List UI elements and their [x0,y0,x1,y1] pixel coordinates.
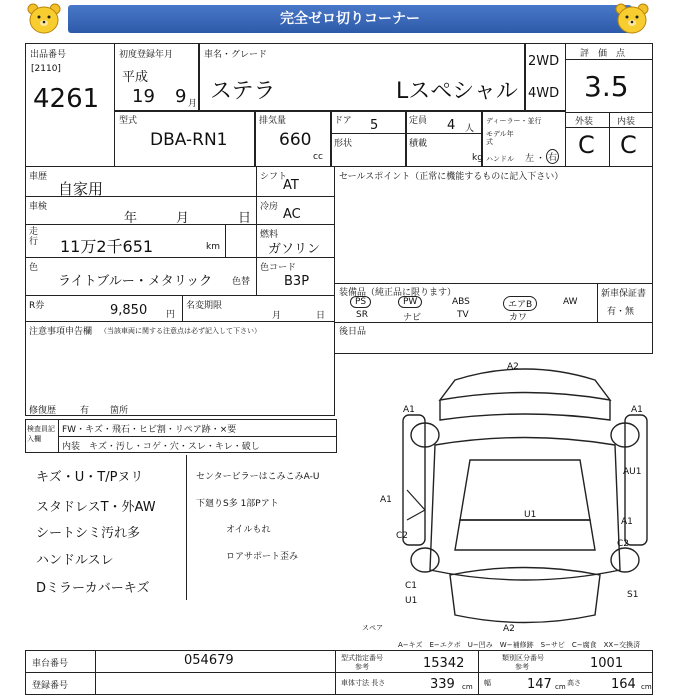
mileage-label: 走行 [29,227,39,247]
equipment-label: 装備品（純正品に限ります） [339,288,457,298]
handle-left: 左 [525,154,535,164]
first-reg-month: 9 [175,86,187,107]
shape-label: 形状 [334,139,353,149]
remark-right-1: センタービラーはこみこみA-U [196,472,320,482]
diag-a1-right2: A1 [621,517,633,527]
aircon-value: AC [283,207,301,222]
remark-right-4: ロアサポート歪み [226,552,299,562]
remark-left-4: ハンドルスレ [36,553,114,568]
diag-c2-right: C2 [617,539,630,549]
inspection-label: 車検 [29,202,48,212]
lot-number: 4261 [33,84,100,114]
length-value: 339 [430,677,455,692]
color-change-label: 色替 [232,277,251,287]
equip-abs: ABS [452,297,470,307]
diag-a1-right: A1 [631,405,643,415]
first-reg-era: 平成 [122,70,149,85]
color-code-label: 色コード [260,263,297,273]
equip-sr: SR [356,310,368,320]
repair-unit: 箇所 [110,406,129,416]
equip-pw: PW [398,296,422,308]
capacity-unit: 人 [465,124,475,134]
color-code: B3P [284,274,310,289]
rear-box [334,322,653,354]
length-unit: cm [462,683,473,691]
chassis-label: 車台番号 [32,659,69,669]
inspection-year: 年 [124,211,138,226]
diag-u1: U1 [524,510,537,520]
diag-c2-left: C2 [396,531,409,541]
inspector-row2: 内装 キズ・汚し・コゲ・穴・スレ・キレ・破し [62,442,260,452]
repair-value: 有 [80,406,90,416]
equip-leather: カワ [509,313,528,323]
load-unit: kg [472,153,483,163]
rating-label: 評 価 点 [580,49,626,59]
remark-left-2: スタドレスT・外AW [36,500,156,515]
displacement-unit: cc [313,152,323,162]
class-no-sub: 参考 [515,663,529,671]
damage-legend: A−キズ E−エクボ U−凹み W−補修跡 S−サビ C−腐食 XX−交換済 [398,641,641,649]
diag-a1-left: A1 [403,405,415,415]
inspection-day: 日 [238,211,252,226]
model-label: 型式 [119,116,138,126]
class-no-value: 1001 [590,656,624,671]
rating-ext-label: 外装 [575,117,594,127]
remark-left-1: キズ・U・T/Pヌリ [36,470,144,485]
history-label: 車歴 [29,172,48,182]
name-change-month: 月 [272,311,282,321]
remark-right-2: 下廻りS多 1部Pアト [196,499,279,509]
repair-label: 修復歴 [29,406,57,416]
shift-label: シフト [260,172,288,182]
height-label: 高さ [567,679,581,687]
car-name: ステラ [210,79,276,104]
mascot-right-icon [612,2,652,36]
model-value: DBA-RN1 [150,130,228,150]
capacity-label: 定員 [409,116,428,126]
notes-sub: （当該車両に関する注意点は必ず記入して下さい） [100,327,261,335]
remark-left-5: Dミラーカバーキズ [36,581,150,596]
rating-score: 3.5 [584,70,629,103]
remark-left-3: シートシミ汚れ多 [36,526,141,541]
diag-a2-top: A2 [507,362,519,372]
diag-c1: C1 [405,581,418,591]
car-grade: Lスペシャル [396,79,518,104]
equip-airbag: エアB [503,296,537,311]
width-label: 幅 [484,679,491,687]
car-name-label: 車名・グレード [204,50,268,60]
doors-label: ドア [334,116,352,126]
shift-value: AT [283,178,299,193]
equip-tv: TV [457,310,469,320]
registration-label: 登録番号 [32,681,69,691]
diag-a2-bottom: A2 [503,624,515,634]
fuel-value: ガソリン [268,242,321,257]
dealer-label: ディーラー・並行 [486,117,542,125]
recycle-value: 9,850 [110,303,148,318]
capacity-value: 4 [447,118,456,133]
name-change-label: 名変期限 [186,301,223,311]
handle-sep: ・ [536,154,546,164]
new-warranty-label: 新車保証書 [601,289,647,299]
info-box [25,166,335,416]
lot-label: 出品番号 [30,50,67,60]
height-value: 164 [611,677,636,692]
inspector-row1: FW・キズ・飛石・ヒビ割・リペア跡・×要 [62,425,237,435]
mascot-left-icon [24,2,64,36]
type-no-sub: 参考 [355,663,369,671]
drive-2wd: 2WD [528,54,560,69]
color-label: 色 [29,263,39,273]
doors-value: 5 [370,118,379,133]
rating-ext: C [578,131,595,159]
type-no-value: 15342 [423,656,465,671]
height-unit: cm [641,683,652,691]
first-reg-month-unit: 月 [188,99,198,109]
recycle-label: R券 [29,301,45,311]
banner-title: 完全ゼロ切りコーナー [68,5,632,33]
displacement-value: 660 [279,130,312,150]
handle-right: 右 [546,149,559,164]
handle-label: ハンドル [486,155,514,163]
color-value: ライトブルー・メタリック [58,274,213,289]
new-warranty-value: 有・無 [607,307,635,317]
load-label: 積載 [409,139,428,149]
car-damage-diagram [395,360,655,640]
type-no-label: 型式指定番号 [341,654,383,662]
rating-int-label: 内装 [617,117,636,127]
sales-point-label: セールスポイント（正常に機能するものに記入下さい） [339,172,564,182]
equip-ps: PS [350,296,371,308]
history-value: 自家用 [58,180,104,198]
equip-navi: ナビ [403,313,422,323]
first-reg-label: 初度登録年月 [119,50,174,60]
mileage-unit: km [206,242,220,252]
diag-a1-left2: A1 [380,495,392,505]
diag-au1: AU1 [623,467,642,477]
first-reg-year: 19 [132,86,155,107]
rating-int: C [620,131,637,159]
sales-box [334,166,653,284]
class-no-label: 類別区分番号 [502,654,544,662]
length-label: 車体寸法 長さ [341,679,386,687]
lot-code: [2110] [31,64,61,74]
equip-aw: AW [563,297,578,307]
aircon-label: 冷房 [260,202,279,212]
model-year-label: モデル年式 [486,130,514,146]
mileage-value: 11万2千651 [60,237,154,256]
width-unit: cm [555,683,566,691]
chassis-value: 054679 [184,653,234,668]
displacement-label: 排気量 [259,116,287,126]
inspector-label: 検査員記入欄 [27,425,55,443]
remark-right-3: オイルもれ [226,525,271,535]
diag-s1: S1 [627,590,639,600]
diag-u1-left: U1 [405,596,418,606]
recycle-unit: 円 [166,310,176,320]
drive-4wd: 4WD [528,86,560,101]
width-value: 147 [527,677,552,692]
spare-label: スペア [362,624,383,632]
inspection-month: 月 [176,211,190,226]
name-change-day: 日 [316,311,326,321]
notes-label: 注意事項申告欄 [29,327,93,337]
fuel-label: 燃料 [260,230,279,240]
rear-seat-label: 後日品 [339,327,367,337]
